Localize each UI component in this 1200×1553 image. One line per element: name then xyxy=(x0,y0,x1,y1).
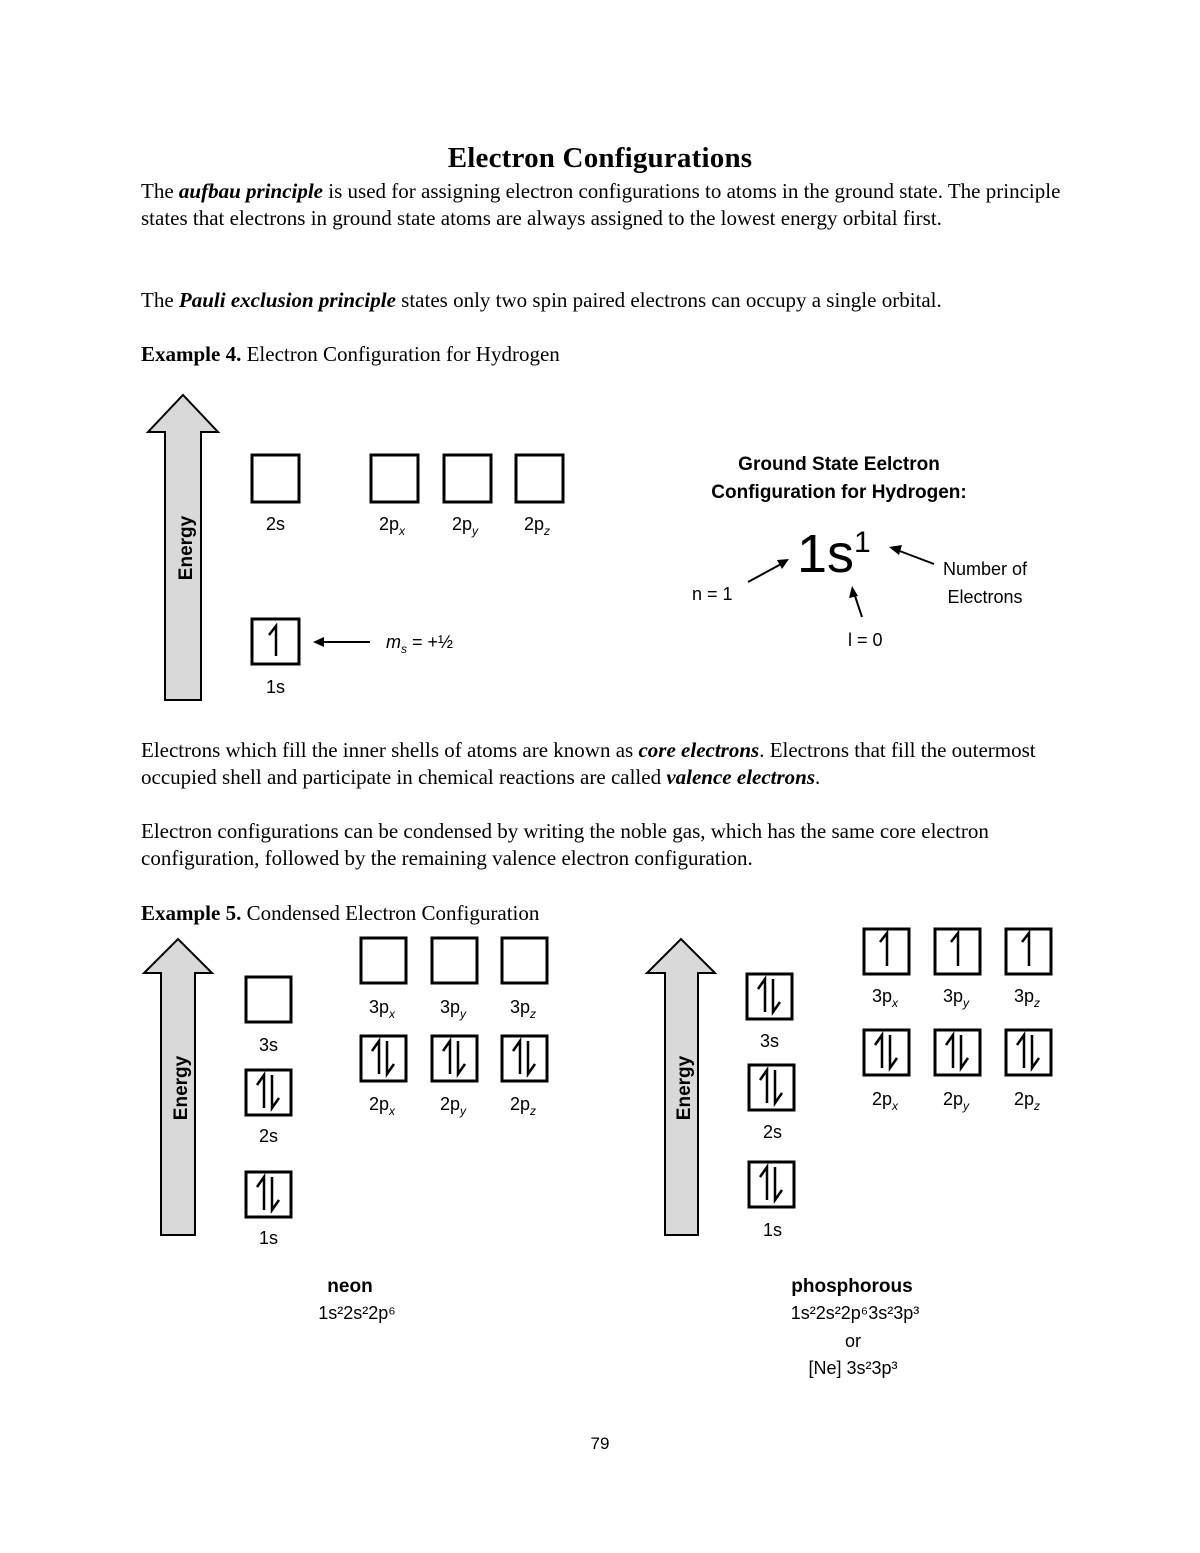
l-label: l = 0 xyxy=(848,630,883,650)
n-arrow-line xyxy=(748,563,783,582)
hydrogen-diagram xyxy=(0,380,1200,720)
neon-label-3pz: $3p_z$ xyxy=(510,997,537,1021)
p-label-3pz: $3p_z$ xyxy=(1014,986,1041,1010)
p-label-1s: 1s xyxy=(763,1220,783,1240)
condensed-diagram xyxy=(0,925,1200,1395)
p-label-2px: $2p_x$ xyxy=(872,1089,899,1113)
n-arrow-head xyxy=(777,559,789,569)
orbital-2py-box xyxy=(444,455,491,502)
valence-electrons-term: valence electrons xyxy=(666,765,816,789)
pauli-paragraph xyxy=(141,287,1071,314)
p-label-2s: 2s xyxy=(763,1122,783,1142)
p-label-3py: $3p_y$ xyxy=(943,986,970,1010)
phosphorous-config: 1s²2s²2p⁶3s²3p³ xyxy=(790,1303,920,1323)
neon-3py-box xyxy=(432,938,477,983)
p-label-3px: $3p_x$ xyxy=(872,986,899,1010)
label-2px: $2p_x$ xyxy=(379,514,406,538)
pauli-term: Pauli exclusion principle xyxy=(178,288,396,312)
neon-label-3py: $3p_y$ xyxy=(440,997,467,1021)
ms-label: $m_s$ = +½ xyxy=(386,632,454,656)
phosphorous-condensed: [Ne] 3s²3p³ xyxy=(808,1358,898,1378)
text-run: states only two spin paired electrons can occupy a single orbital. xyxy=(395,288,942,312)
neon-label-2px: $2p_x$ xyxy=(369,1094,396,1118)
p-label-2py: $2p_y$ xyxy=(943,1089,970,1113)
electrons-arrow-head xyxy=(889,545,902,555)
label-2py: $2p_y$ xyxy=(452,514,479,538)
label-2pz: $2p_z$ xyxy=(524,514,551,538)
page-number: 79 xyxy=(590,1434,610,1453)
neon-2s-box xyxy=(246,1070,291,1115)
orbital-2s-box xyxy=(252,455,299,502)
page-title: Electron Configurations xyxy=(447,142,753,174)
neon-name: neon xyxy=(327,1276,373,1297)
orbital-2px-box xyxy=(371,455,418,502)
example4-text: Electron Configuration for Hydrogen xyxy=(241,342,560,366)
example5-heading xyxy=(141,900,1071,927)
neon-label-2pz: $2p_z$ xyxy=(510,1094,537,1118)
p-2py-box xyxy=(935,1030,980,1075)
phosphorous-or: or xyxy=(844,1331,862,1351)
label-1s: 1s xyxy=(266,677,286,697)
p-3s-box xyxy=(747,974,792,1019)
neon-2px-box xyxy=(361,1036,406,1081)
gs-title-line2: Configuration for Hydrogen: xyxy=(711,482,967,503)
neon-label-2py: $2p_y$ xyxy=(440,1094,467,1118)
energy-axis-label-phosphorous: Energy xyxy=(674,1055,695,1121)
text-run: The xyxy=(141,288,179,312)
neon-2py-box xyxy=(432,1036,477,1081)
example5-label: Example 5. xyxy=(141,901,242,925)
neon-label-2s: 2s xyxy=(259,1126,279,1146)
p-1s-box xyxy=(749,1162,794,1207)
num-electrons-line1: Number of xyxy=(942,559,1028,579)
p-label-3s: 3s xyxy=(760,1031,780,1051)
label-2s: 2s xyxy=(266,514,286,534)
core-electrons-term: core electrons xyxy=(638,738,760,762)
neon-3px-box xyxy=(361,938,406,983)
neon-config: 1s²2s²2p⁶ xyxy=(318,1303,396,1323)
text-run: The xyxy=(141,179,179,203)
energy-axis-label: Energy xyxy=(176,515,197,581)
condensed-paragraph: Electron configurations can be condensed by writing the noble gas, which has the same core electron configuration, followed by the remaining valence electron configuration. xyxy=(141,819,989,870)
neon-1s-box xyxy=(246,1172,291,1217)
neon-3pz-box xyxy=(502,938,547,983)
l-arrow-head xyxy=(849,586,858,598)
neon-label-3px: $3p_x$ xyxy=(369,997,396,1021)
example4-label: Example 4. xyxy=(141,342,242,366)
p-label-2pz: $2p_z$ xyxy=(1014,1089,1041,1113)
text-run: . xyxy=(815,765,821,789)
neon-label-1s: 1s xyxy=(259,1228,279,1248)
neon-label-3s: 3s xyxy=(259,1035,279,1055)
neon-2pz-box xyxy=(502,1036,547,1081)
orbital-2pz-box xyxy=(516,455,563,502)
aufbau-paragraph xyxy=(141,178,1071,232)
p-2s-box xyxy=(749,1065,794,1110)
energy-axis-label-neon: Energy xyxy=(171,1055,192,1121)
p-2pz-box xyxy=(1006,1030,1051,1075)
text-run: is used for assigning electron configurations to atoms in the ground state. The principle states that electrons in ground state atoms are always assigned to the lowest energy orbital first. xyxy=(141,179,1061,230)
core-valence-paragraph xyxy=(141,737,1071,791)
phosphorous-name: phosphorous xyxy=(791,1276,913,1297)
text-run: Electrons which fill the inner shells of atoms are known as xyxy=(141,738,639,762)
num-electrons-line2: Electrons xyxy=(947,587,1023,607)
n-label: n = 1 xyxy=(692,584,733,604)
ms-pointer-head xyxy=(313,637,324,647)
neon-3s-box xyxy=(246,977,291,1022)
gs-title-line1: Ground State Eelctron xyxy=(738,454,940,475)
p-2px-box xyxy=(864,1030,909,1075)
config-1s1: $1s^1$ xyxy=(797,524,871,584)
example5-text: Condensed Electron Configuration xyxy=(241,901,540,925)
example4-heading xyxy=(141,341,1071,368)
text-run: . Electrons that fill the outermost occupied shell and participate in chemical reactions are called xyxy=(141,738,1036,789)
electrons-arrow-line xyxy=(897,550,934,564)
aufbau-term: aufbau principle xyxy=(178,179,324,203)
